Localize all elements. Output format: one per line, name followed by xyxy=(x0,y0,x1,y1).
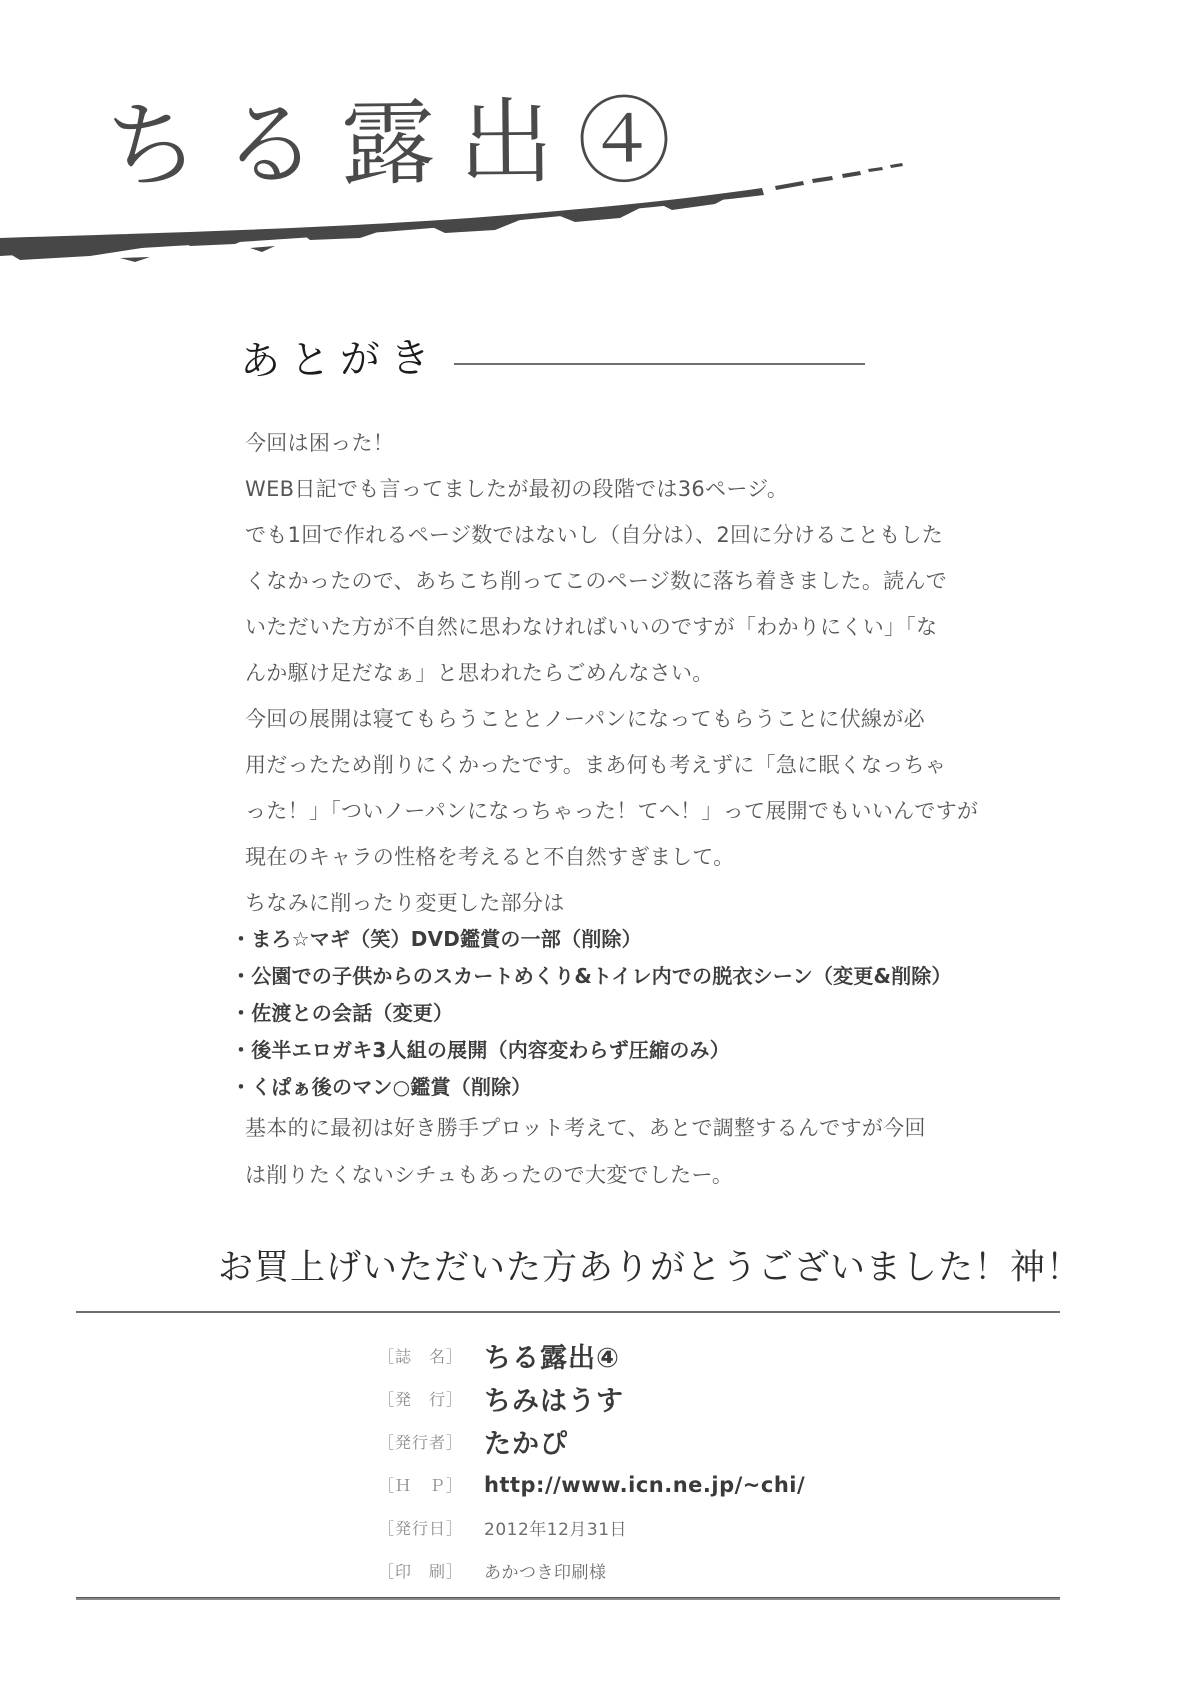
body-line: んか駆け足だなぁ」と思われたらごめんなさい。 xyxy=(245,661,714,685)
colophon-value: たかぴ xyxy=(484,1429,568,1460)
colophon-label: ［誌 名］ xyxy=(378,1347,464,1366)
page-bottom-rule xyxy=(76,1597,1060,1600)
section-heading: あとがき xyxy=(239,335,441,385)
colophon-top-rule xyxy=(76,1311,1060,1313)
list-item: ・佐渡との会話（変更） xyxy=(231,1001,454,1025)
colophon-label: ［発 行］ xyxy=(378,1390,464,1409)
body-line: くなかったので、あちこち削ってこのページ数に落ち着きました。読んで xyxy=(245,569,948,593)
colophon-row xyxy=(378,1506,805,1549)
list-item: ・まろ☆マギ（笑）DVD鑑賞の一部（削除） xyxy=(231,927,642,951)
thanks-line: お買上げいただいた方ありがとうございました！神！ xyxy=(218,1248,1083,1288)
list-item: ・後半エロガキ3人組の展開（内容変わらず圧縮のみ） xyxy=(231,1038,730,1062)
body-line: 用だったため削りにくかったです。まあ何も考えずに「急に眠くなっちゃ xyxy=(245,753,947,777)
colophon-value: http://www.icn.ne.jp/~chi/ xyxy=(484,1472,806,1497)
changed-scenes-list xyxy=(231,921,952,1106)
colophon-label: ［発行日］ xyxy=(378,1519,464,1538)
colophon-value: 2012年12月31日 xyxy=(484,1520,628,1540)
body-line: WEB日記でも言ってましたが最初の段階では36ページ。 xyxy=(245,477,789,501)
colophon-value: ちる露出④ xyxy=(484,1343,620,1374)
list-item: ・公園での子供からのスカートめくり&トイレ内での脱衣シーン（変更&削除） xyxy=(231,964,952,988)
colophon-row xyxy=(378,1463,805,1506)
colophon-row xyxy=(378,1420,805,1463)
colophon-value: ちみはうす xyxy=(484,1386,624,1417)
colophon-value: あかつき印刷様 xyxy=(484,1563,607,1583)
heading-rule xyxy=(454,363,865,365)
body-line: でも1回で作れるページ数ではないし（自分は）、2回に分けることもした xyxy=(245,523,943,547)
list-item: ・くぱぁ後のマン○鑑賞（削除） xyxy=(231,1075,532,1099)
afterword-heading-row xyxy=(240,328,865,385)
body-line: った！」「ついノーパンになっちゃった！てへ！」って展開でもいいんですが xyxy=(245,799,979,823)
colophon xyxy=(378,1334,805,1592)
body-line: ちなみに削ったり変更した部分は xyxy=(245,891,565,915)
body-line: 今回は困った！ xyxy=(245,431,395,455)
colophon-label: ［発行者］ xyxy=(378,1433,464,1452)
colophon-label: ［Ｈ Ｐ］ xyxy=(378,1476,464,1495)
brush-stroke-underline xyxy=(0,150,1200,280)
afterword-closing xyxy=(245,1105,925,1199)
body-line: 現在のキャラの性格を考えると不自然すぎまして。 xyxy=(245,845,735,869)
colophon-label: ［印 刷］ xyxy=(378,1562,464,1581)
colophon-row xyxy=(378,1549,805,1592)
body-line: は削りたくないシチュもあったので大変でしたー。 xyxy=(245,1163,734,1187)
body-line: 基本的に最初は好き勝手プロット考えて、あとで調整するんですが今回 xyxy=(245,1116,926,1140)
afterword-body xyxy=(245,420,979,926)
body-line: 今回の展開は寝てもらうこととノーパンになってもらうことに伏線が必 xyxy=(245,707,925,731)
colophon-row xyxy=(378,1334,805,1377)
colophon-row xyxy=(378,1377,805,1420)
page-title: ちる露出④ xyxy=(104,87,696,202)
body-line: いただいた方が不自然に思わなければいいのですが「わかりにくい」「な xyxy=(245,615,938,639)
